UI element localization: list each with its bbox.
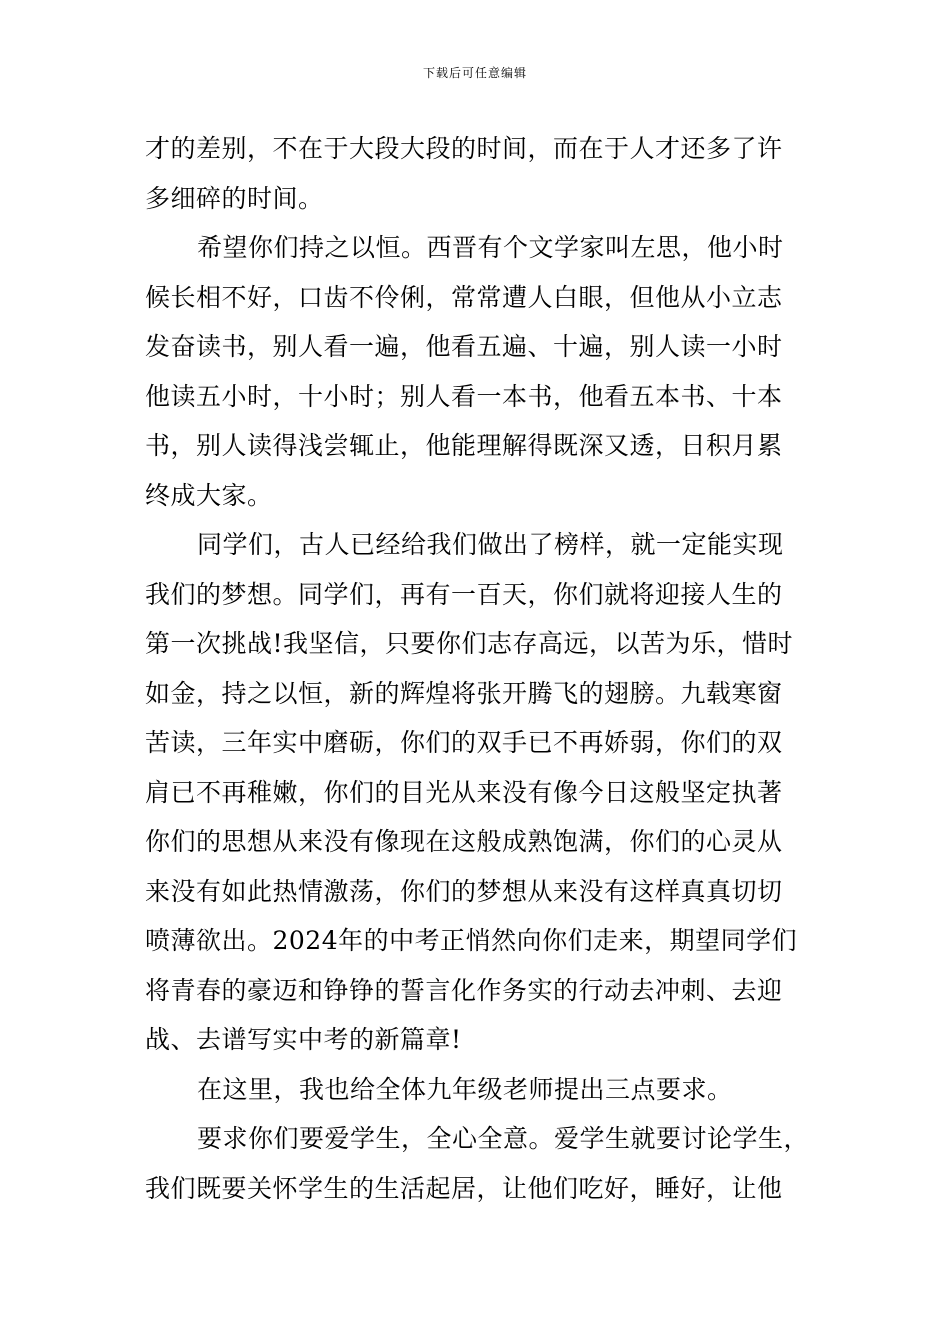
text-line: 来没有如此热情激荡，你们的梦想从来没有这样真真切切 [145,876,783,906]
text-line-indented: 要求你们要爱学生，全心全意。爱学生就要讨论学生， [197,1124,810,1153]
text-line: 他读五小时，十小时；别人看一本书，他看五本书、十本 [145,381,783,411]
text-line: 发奋读书，别人看一遍，他看五遍、十遍，别人读一小时 [145,332,783,361]
text-line: 才的差别，不在于大段大段的时间，而在于人才还多了许 [145,134,783,163]
text-line: 第一次挑战!我坚信，只要你们志存高远，以苦为乐，惜时 [145,629,794,658]
text-line: 将青春的豪迈和铮铮的誓言化作务实的行动去冲刺、去迎 [145,975,783,1005]
text-line: 你们的思想从来没有像现在这般成熟饱满，你们的心灵从 [145,827,783,856]
text-line: 我们的梦想。同学们，再有一百天，你们就将迎接人生的 [145,579,783,609]
text-line: 终成大家。 [145,480,273,510]
text-line-indented: 希望你们持之以恒。西晋有个文学家叫左思，他小时 [197,233,784,262]
text-line: 如金，持之以恒，新的辉煌将张开腾飞的翅膀。九载寒窗 [145,678,783,708]
text-line: 战、去谱写实中考的新篇章! [145,1025,462,1054]
text-line: 苦读，三年实中磨砺，你们的双手已不再娇弱，你们的双 [145,728,783,757]
text-line: 书，别人读得浅尝辄止，他能理解得既深又透，日积月累 [145,431,783,460]
body-text [145,124,810,1213]
header-note: 下载后可任意编辑 [422,66,527,80]
text-line: 候长相不好，口齿不伶俐，常常遭人白眼，但他从小立志 [145,282,783,312]
text-line: 肩已不再稚嫩，你们的目光从来没有像今日这般坚定执著 [145,777,783,807]
text-line: 喷薄欲出。2024年的中考正悄然向你们走来，期望同学们 [145,926,798,955]
text-line: 多细碎的时间。 [145,183,324,213]
text-line: 我们既要关怀学生的生活起居，让他们吃好，睡好，让他 [145,1173,783,1203]
text-line-indented: 同学们，古人已经给我们做出了榜样，就一定能实现 [197,530,784,559]
text-line-indented: 在这里，我也给全体九年级老师提出三点要求。 [197,1074,733,1104]
